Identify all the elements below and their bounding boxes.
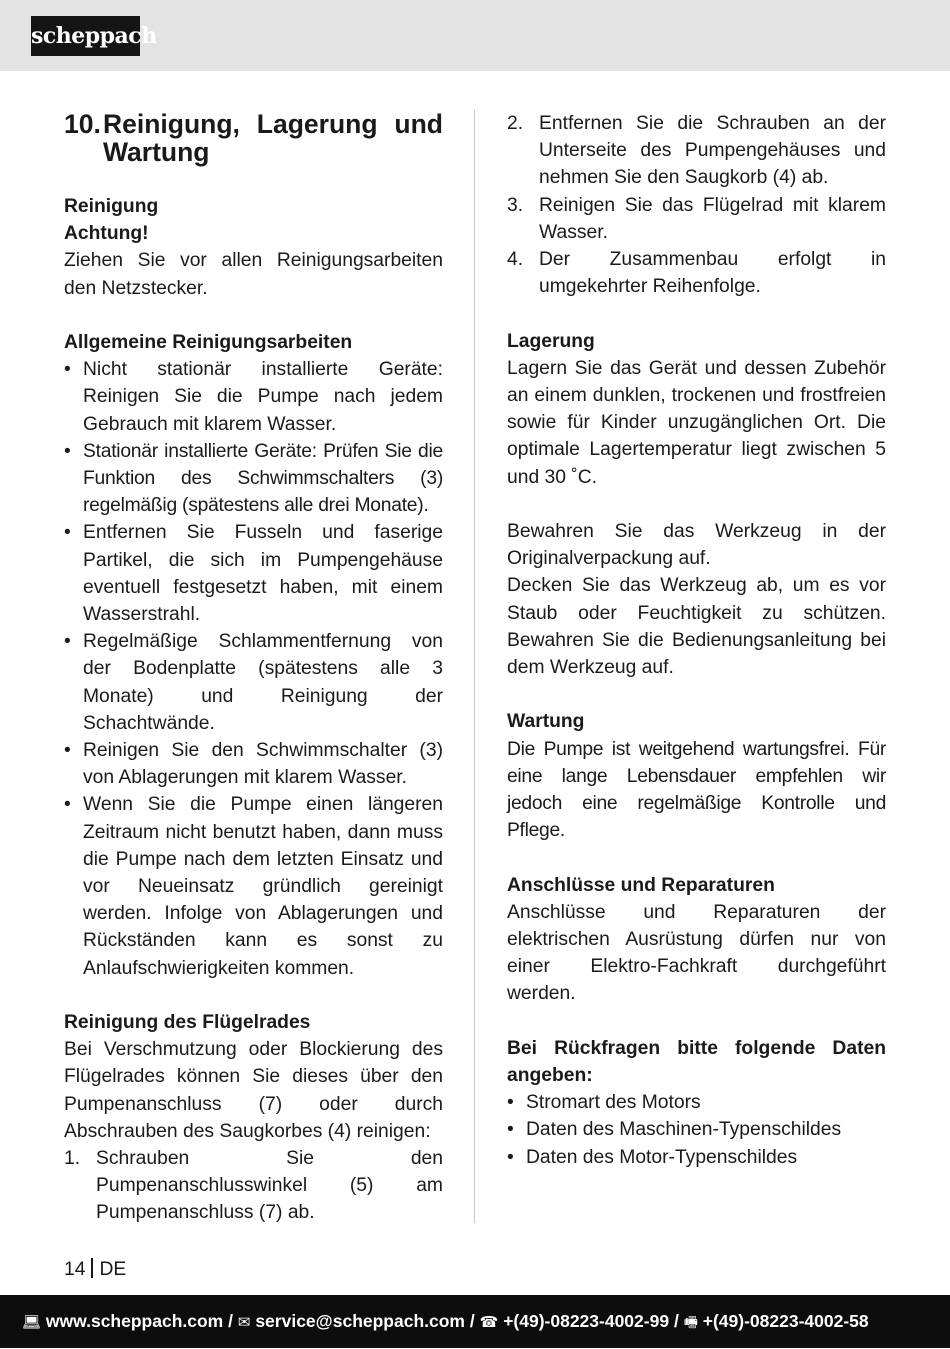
wartung-text: Die Pumpe ist weitgehend wartungsfrei. Für eine lange Lebensdauer empfehlen wir jedoch eine regelmäßige Kontrolle und Pflege. [507,738,886,842]
list-item: • Nicht stationär installierte Geräte: Reinigen Sie die Pumpe nach jedem Gebrauch mit klarem Wasser. [64,356,443,438]
website-link[interactable]: www.scheppach.com [45,1311,224,1331]
phone-number: +(49)-08223-4002-99 [503,1311,670,1331]
rueckfragen-heading: Bei Rückfragen bitte folgende Daten angeben: [507,1037,886,1087]
separator: / [228,1311,233,1331]
step-number: 4. [507,249,524,271]
lagerung-text: Lagern Sie das Gerät und dessen Zubehör an einem dunklen, trockenen und frostfreien sowie für Kinder unzugänglichen Ort. Die optimale Lagertemperatur liegt zwischen 5 und 30 ˚C. [507,357,886,488]
reinigung-heading: Reinigung [64,196,159,217]
fluegel-text: Bei Verschmutzung oder Blockierung des Flügelrades können Sie dieses über den Pumpenanschluss (7) oder durch Abschrauben des Saugkorbes (4) reinigen: [64,1039,443,1142]
step-number: 1. [64,1148,81,1170]
right-column [507,110,886,1171]
page-number-value: 14 [64,1259,86,1280]
step-list [507,110,886,300]
email-link[interactable]: service@scheppach.com [255,1311,465,1331]
step-number: 3. [507,194,524,216]
decken-text: Decken Sie das Werkzeug ab, um es vor Staub oder Feuchtigkeit zu schützen. Bewahren Sie die Bedienungsanleitung bei dem Werkzeug auf. [507,575,886,679]
fax-icon: 🖷︎ [683,1313,698,1331]
fax-number: +(49)-08223-4002-58 [702,1311,869,1331]
step-text: Der Zusammenbau erfolgt in umgekehrter Reihenfolge. [539,249,886,298]
section-title-text: Reinigung, Lagerung und Wartung [103,109,443,167]
list-item: • Daten des Motor-Typenschildes [507,1144,886,1171]
separator: / [469,1311,475,1331]
list-item: • Regelmäßige Schlammentfernung von der Bodenplatte (spätestens alle 3 Monate) und Reinigung der Schachtwände. [64,628,443,737]
step-item [507,192,886,246]
brand-logo: scheppach [31,16,140,56]
step-text: Reinigen Sie das Flügelrad mit klarem Wasser. [539,194,886,243]
anschluesse-text: Anschlüsse und Reparaturen der elektrischen Ausrüstung dürfen nur von einer Elektro-Fachkraft durchgeführt werden. [507,901,886,1005]
achtung-text: Ziehen Sie vor allen Reinigungsarbeiten den Netzstecker. [64,250,443,299]
rueckfragen-list [507,1089,886,1171]
list-item: • Stromart des Motors [507,1089,886,1116]
header-bar [0,0,950,71]
list-item: • Stationär installierte Geräte: Prüfen Sie die Funktion des Schwimmschalters (3) regelmäßig (spätestens alle drei Monate). [64,438,443,520]
list-item: • Wenn Sie die Pumpe einen längeren Zeitraum nicht benutzt haben, dann muss die Pumpe nach dem letzten Einsatz und vor Neueinsatz gründlich gereinigt werden. Infolge von Ablagerungen und Rückständen kann es sonst zu Anlaufschwierigkeiten kommen. [64,791,443,981]
list-item: • Entfernen Sie Fusseln und faserige Partikel, die sich im Pumpengehäuse eventuell festgesetzt haben, mit einem Wasserstrahl. [64,519,443,628]
contact-footer [0,1295,950,1348]
page-language: DE [99,1259,127,1280]
list-item: • Daten des Maschinen-Typenschildes [507,1116,886,1143]
bewahren-text: Bewahren Sie das Werkzeug in der Originalverpackung auf. [507,521,886,570]
list-item: • Reinigen Sie den Schwimmschalter (3) von Ablagerungen mit klarem Wasser. [64,737,443,791]
step-text: Entfernen Sie die Schrauben an der Unterseite des Pumpengehäuses und nehmen Sie den Saugkorb (4) ab. [539,113,886,189]
envelope-icon: ✉︎ [237,1313,251,1331]
section-number: 10. [64,109,101,139]
wartung-heading: Wartung [507,711,585,733]
telephone-icon: ☎︎ [479,1313,499,1331]
fluegel-heading: Reinigung des Flügelrades [64,1012,311,1034]
step-text: Schrauben Sie den Pumpenanschlusswinkel (5) am Pumpenanschluss (7) ab. [96,1148,443,1224]
computer-icon: 💻︎ [22,1313,42,1331]
section-title [64,110,443,166]
step-list [64,1145,443,1227]
lagerung-heading: Lagerung [507,330,595,352]
cleaning-list [64,356,443,982]
step-item [507,110,886,192]
separator: / [673,1311,679,1331]
page-number [64,1256,126,1283]
step-item [64,1145,443,1227]
allgemein-heading: Allgemeine Reinigungsarbeiten [64,332,353,353]
column-divider [474,110,475,1223]
step-number: 2. [507,113,524,134]
page-separator [91,1258,93,1278]
step-item [507,246,886,300]
anschluesse-heading: Anschlüsse und Reparaturen [507,874,775,896]
achtung-heading: Achtung! [64,223,149,245]
left-column [64,110,443,1227]
